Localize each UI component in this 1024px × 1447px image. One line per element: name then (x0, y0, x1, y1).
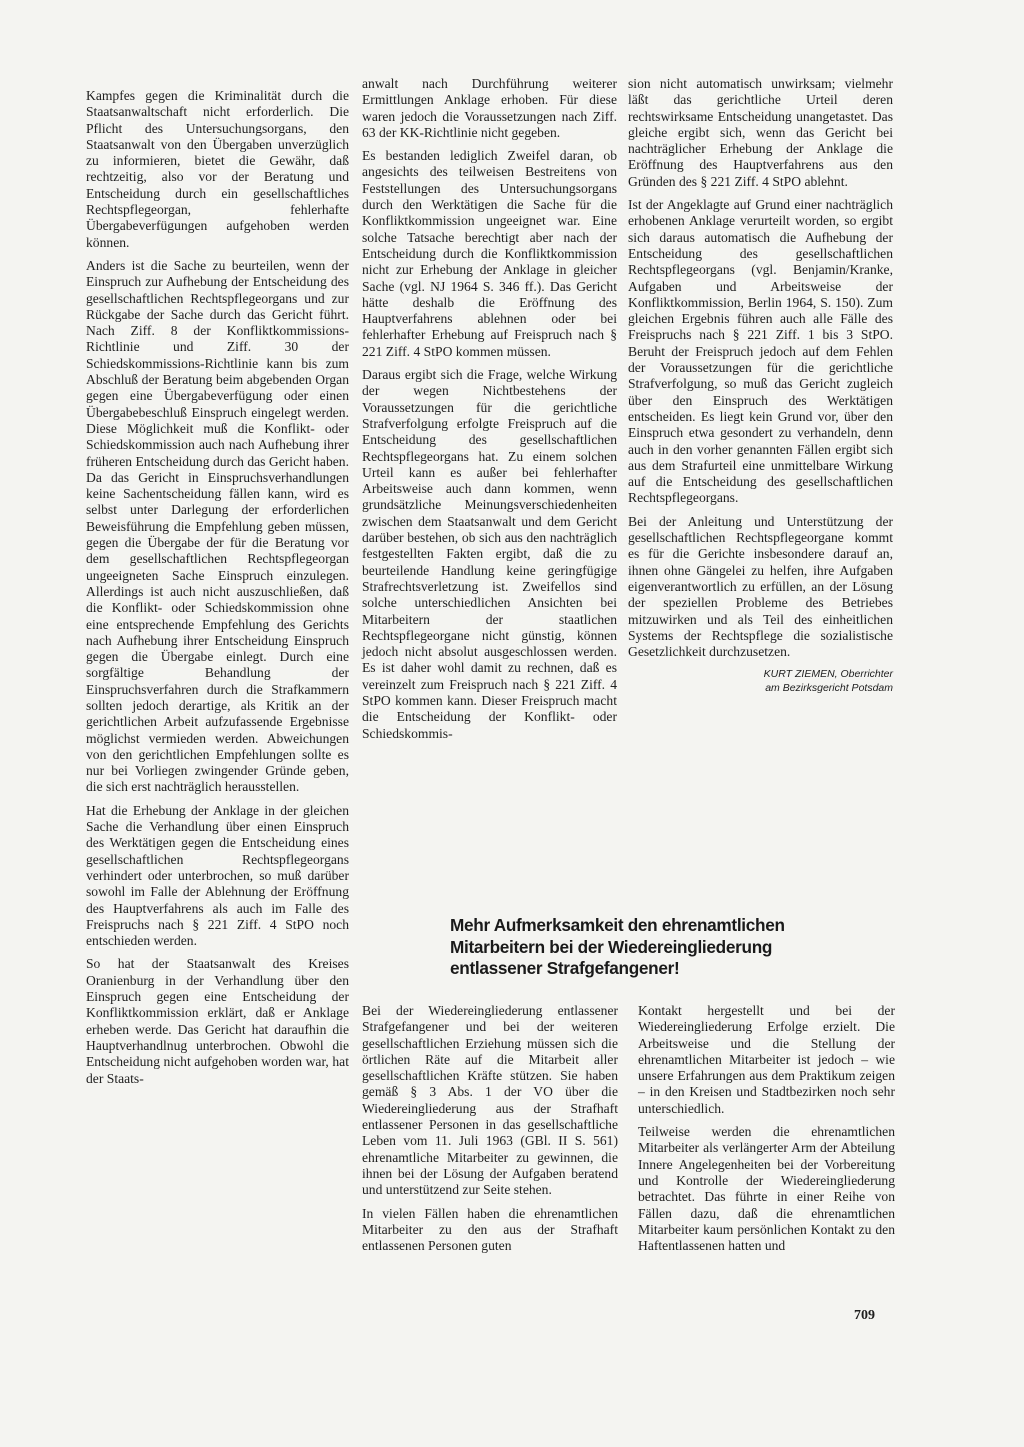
text-column-4 (362, 1003, 618, 1261)
paragraph: anwalt nach Durchführung weiterer Ermittlungen Anklage erhoben. Für diese waren jedoch die Voraussetzungen nach Ziff. 63 der KK-Richtlinie nicht gegeben. (362, 76, 617, 140)
headline-line: entlassener Strafgefangener! (450, 958, 680, 978)
headline-line: Mitarbeitern bei der Wiedereingliederung (450, 936, 773, 957)
text-column-5 (638, 1003, 895, 1261)
text-column-3 (628, 76, 893, 695)
page-number: 709 (854, 1308, 875, 1323)
headline-line: Mehr Aufmerksamkeit den ehrenamtlichen (450, 915, 785, 935)
paragraph: Kampfes gegen die Kriminalität durch die Staatsanwaltschaft nicht erforderlich. Die Pflicht des Untersuchungsorgans, den Staatsanwalt von den Übergaben unverzüglich zu informieren, bietet die Gewähr, daß rechtzeitig, also vor der Beratung und Entscheidung durch ein gesellschaftliches Rechtspflegeorgan, fehlerhafte Übergabeverfügungen aufgehoben werden können. (86, 88, 349, 250)
article-headline (450, 915, 850, 980)
paragraph: Es bestanden lediglich Zweifel daran, ob angesichts des teilweisen Bestreitens von Feststellungen des Untersuchungsorgans durch den Werktätigen die Sache für die Konfliktkommission ungeeignet war. Eine solche Tatsache berechtigt aber nach der Entscheidung durch die Konfliktkommission nicht zur Erhebung der Anklage in gleicher Sache (vgl. NJ 1964 S. 346 ff.). Das Gericht hätte deshalb die Eröffnung des Hauptverfahrens ablehnen oder bei fehlerhafter Erhebung auf Freispruch nach § 221 Ziff. 4 StPO kommen müssen. (362, 148, 617, 359)
text-column-2 (362, 76, 617, 749)
paragraph: Bei der Wiedereingliederung entlassener Strafgefangener und bei der weiteren gesellschaftlichen Erziehung müssen sich die örtlichen Räte auf die Mitarbeit aller gesellschaftlichen Kräfte stützen. Sie haben gemäß § 3 Abs. 1 der VO über die Wiedereingliederung aus der Strafhaft entlassener Personen in das gesellschaftliche Leben vom 11. Juli 1963 (GBl. II S. 561) ehrenamtliche Mitarbeiter zu gewinnen, die ihnen bei der Lösung der Aufgaben beratend und unterstützend zur Seite stehen. (362, 1003, 618, 1198)
author-signature (628, 667, 893, 695)
paragraph: Ist der Angeklagte auf Grund einer nachträglich erhobenen Anklage verurteilt worden, so ergibt sich daraus automatisch die Aufhebung der Entscheidung des gesellschaftlichen Rechtspflegeorgans (vgl. Benjamin/Kranke, Aufgaben und Arbeitsweise der Konfliktkommission, Berlin 1964, S. 150). Zum gleichen Ergebnis führen auch alle Fälle des Freispruchs nach § 221 Ziff. 1 bis 3 StPO. Beruht der Freispruch jedoch auf dem Fehlen der Voraussetzungen für die gerichtliche Strafverfolgung, so muß das Gericht zugleich über den Einspruch des Werktätigen entscheiden. Es liegt kein Grund vor, über den Einspruch etwa gesondert zu verhandeln, denn auch in den vorher genannten Fällen ergibt sich aus dem Strafurteil eine unmittelbare Wirkung auf die Entscheidung des gesellschaftlichen Rechtspflegeorgans. (628, 197, 893, 506)
paragraph: Kontakt hergestellt und bei der Wiedereingliederung Erfolge erzielt. Die Arbeitsweise und die Stellung der ehrenamtlichen Mitarbeiter ist jedoch – wie unsere Erfahrungen aus dem Praktikum zeigen – in den Kreisen und Stadtbezirken noch sehr unterschiedlich. (638, 1003, 895, 1116)
text-column-1 (86, 88, 349, 1094)
paragraph: In vielen Fällen haben die ehrenamtlichen Mitarbeiter zu den aus der Strafhaft entlassenen Personen guten (362, 1205, 618, 1254)
paragraph: Teilweise werden die ehrenamtlichen Mitarbeiter als verlängerter Arm der Abteilung Innere Angelegenheiten bei der Vorbereitung und Kontrolle der Wiedereingliederung betrachtet. Das führte in einer Reihe von Fällen dazu, daß die ehrenamtlichen Mitarbeiter kaum persönlichen Kontakt zu den Haftentlassenen hatten und (638, 1124, 895, 1254)
paragraph: Daraus ergibt sich die Frage, welche Wirkung der wegen Nichtbestehens der Voraussetzungen für die gerichtliche Strafverfolgung erfolgte Freispruch auf die Entscheidung des gesellschaftlichen Rechtspflegeorgans hat. Zu einem solchen Urteil kann es außer bei fehlerhafter Arbeitsweise auch dann kommen, wenn grundsätzliche Meinungsverschiedenheiten zwischen dem Staatsanwalt und dem Gericht darüber bestehen, ob sich aus den nachträglich festgestellten Fakten ergibt, daß die zu beurteilende Handlung keine geringfügige Strafrechtsverletzung ist. Zweifellos sind solche unterschiedlichen Ansichten bei Mitarbeitern der staatlichen Rechtspflegeorgane nicht günstig, können jedoch nicht absolut ausgeschlossen werden. Es ist daher wohl damit zu rechnen, daß es vereinzelt zum Freispruch nach § 221 Ziff. 4 StPO kommen kann. Dieser Freispruch macht die Entscheidung der Konflikt- oder Schiedskommis- (362, 367, 617, 741)
paragraph: So hat der Staatsanwalt des Kreises Oranienburg in der Verhandlung über den Einspruch gegen eine Entscheidung der Konfliktkommission erklärt, daß er Anklage erheben werde. Das Gericht hat daraufhin die Hauptverhandlnug unterbrochen. Obwohl die Entscheidung nicht aufgehoben worden war, hat der Staats- (86, 956, 349, 1086)
paragraph: Bei der Anleitung und Unterstützung der gesellschaftlichen Rechtspflegeorgane kommt es für die Gerichte insbesondere darauf an, ihnen ohne Gängelei zu helfen, ihre Aufgaben eigenverantwortlich zu erfüllen, an der Lösung der speziellen Probleme des Betriebes mitzuwirken und als Teil des einheitlichen Systems der Rechtspflege die sozialistische Gesetzlichkeit durchzusetzen. (628, 513, 893, 660)
author-court: am Bezirksgericht Potsdam (765, 682, 893, 695)
paragraph: sion nicht automatisch unwirksam; vielmehr läßt das gerichtliche Urteil deren rechtswirksame Entscheidung unangetastet. Das gleiche ergibt sich, wenn das Gericht bei nachträglicher Erhebung der Anklage die Eröffnung des Hauptverfahrens aus den Gründen des § 221 Ziff. 4 StPO ablehnt. (628, 76, 893, 189)
paragraph: Hat die Erhebung der Anklage in der gleichen Sache die Verhandlung über einen Einspruch des Werktätigen gegen die Entscheidung eines gesellschaftlichen Rechtspflegeorgans verhindert oder unterbrochen, so muß darüber sowohl im Falle der Ablehnung der Eröffnung des Hauptverfahrens als auch im Falle des Freispruchs nach § 221 Ziff. 4 StPO noch entschieden werden. (86, 802, 349, 949)
paragraph: Anders ist die Sache zu beurteilen, wenn der Einspruch zur Aufhebung der Entscheidung des gesellschaftlichen Rechtspflegeorgans und zur Rückgabe der Sache durch das Gericht führt. Nach Ziff. 8 der Konfliktkommissions-Richtlinie und Ziff. 30 der Schiedskommissions-Richtlinie kann bis zum Abschluß der Beratung beim abgebenden Organ gegen eine Übergabeverfügung oder einen Übergabebeschluß Einspruch eingelegt werden. Diese Möglichkeit muß die Konflikt- oder Schiedskommission auch nach Aufhebung ihrer früheren Entscheidung durch das Gericht haben. Da das Gericht in Einspruchsverhandlungen keine Sachentscheidung fällen kann, wird es selbst unter Darlegung der erforderlichen Beweisführung die Empfehlung geben müssen, gegen die Übergabe der für die Beratung vor dem gesellschaftlichen Rechtspflegeorgan ungeeigneten Sache Einspruch einzulegen. Allerdings ist auch nicht auszuschließen, daß die Konflikt- oder Schiedskommission ohne eine entsprechende Empfehlung des Gerichts nach Aufhebung ihrer Entscheidung Einspruch gegen die Übergabe einlegt. Durch eine sorgfältige Behandlung der Einspruchsverfahren durch die Strafkammern sollten jedoch derartige, als Kritik an der gerichtlichen Arbeit aufzufassende Ergebnisse möglichst vermieden werden. Abweichungen von den gerichtlichen Empfehlungen sollte es nur bei Vorliegen zwingender Gründe geben, die sich erst nachträglich herausstellen. (86, 257, 349, 795)
author-name: KURT ZIEMEN, Oberrichter (763, 668, 893, 681)
